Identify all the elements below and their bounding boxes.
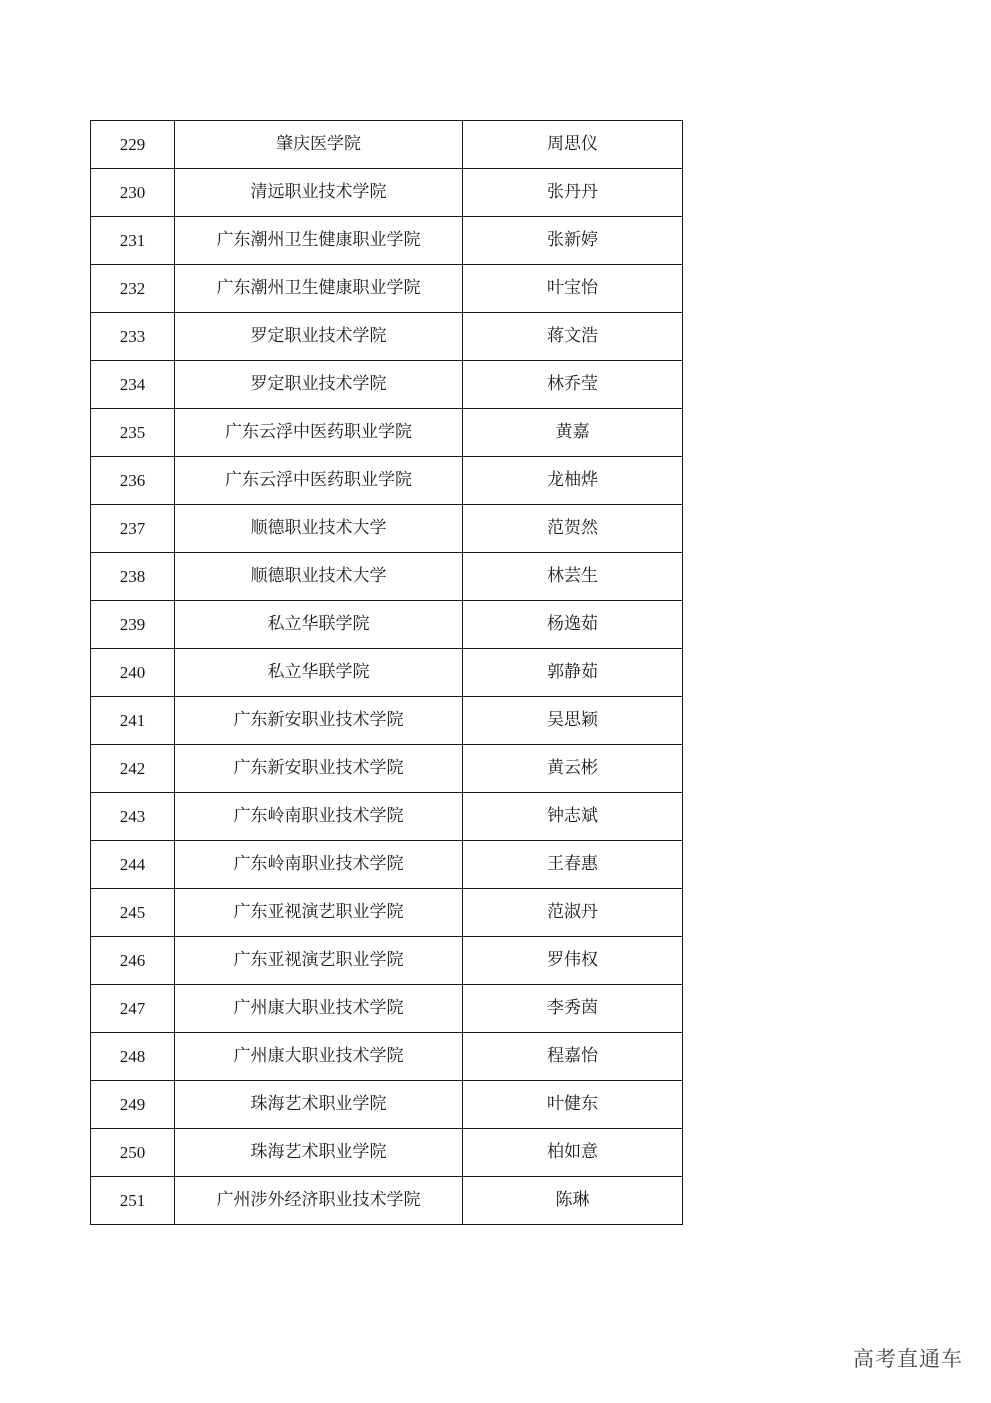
row-number-cell: 250 [91, 1129, 175, 1177]
school-cell: 广东新安职业技术学院 [175, 745, 463, 793]
table-row [91, 169, 683, 217]
school-cell: 罗定职业技术学院 [175, 361, 463, 409]
row-number-cell: 244 [91, 841, 175, 889]
table-row [91, 1177, 683, 1225]
row-number-cell: 247 [91, 985, 175, 1033]
person-name-cell: 叶宝怡 [463, 265, 683, 313]
row-number-cell: 248 [91, 1033, 175, 1081]
table-row [91, 649, 683, 697]
person-name-cell: 林乔莹 [463, 361, 683, 409]
table-row [91, 937, 683, 985]
person-name-cell: 周思仪 [463, 121, 683, 169]
person-name-cell: 罗伟权 [463, 937, 683, 985]
table-row [91, 793, 683, 841]
table-row [91, 601, 683, 649]
row-number-cell: 233 [91, 313, 175, 361]
school-cell: 广东云浮中医药职业学院 [175, 409, 463, 457]
table-row [91, 889, 683, 937]
school-cell: 珠海艺术职业学院 [175, 1129, 463, 1177]
person-name-cell: 程嘉怡 [463, 1033, 683, 1081]
person-name-cell: 吴思颖 [463, 697, 683, 745]
row-number-cell: 230 [91, 169, 175, 217]
table-row [91, 265, 683, 313]
row-number-cell: 243 [91, 793, 175, 841]
school-cell: 顺德职业技术大学 [175, 553, 463, 601]
person-name-cell: 范淑丹 [463, 889, 683, 937]
table-row [91, 409, 683, 457]
school-cell: 广州涉外经济职业技术学院 [175, 1177, 463, 1225]
school-cell: 广东潮州卫生健康职业学院 [175, 217, 463, 265]
row-number-cell: 235 [91, 409, 175, 457]
school-cell: 私立华联学院 [175, 649, 463, 697]
person-name-cell: 张新婷 [463, 217, 683, 265]
row-number-cell: 242 [91, 745, 175, 793]
person-name-cell: 范贺然 [463, 505, 683, 553]
row-number-cell: 238 [91, 553, 175, 601]
person-name-cell: 黄云彬 [463, 745, 683, 793]
roster-table [90, 120, 683, 1225]
table-row [91, 217, 683, 265]
person-name-cell: 陈琳 [463, 1177, 683, 1225]
row-number-cell: 231 [91, 217, 175, 265]
school-cell: 清远职业技术学院 [175, 169, 463, 217]
person-name-cell: 林芸生 [463, 553, 683, 601]
row-number-cell: 234 [91, 361, 175, 409]
table-row [91, 457, 683, 505]
row-number-cell: 251 [91, 1177, 175, 1225]
table-row [91, 1033, 683, 1081]
table-row [91, 841, 683, 889]
school-cell: 珠海艺术职业学院 [175, 1081, 463, 1129]
table-row [91, 553, 683, 601]
row-number-cell: 239 [91, 601, 175, 649]
table-row [91, 505, 683, 553]
person-name-cell: 张丹丹 [463, 169, 683, 217]
school-cell: 广东云浮中医药职业学院 [175, 457, 463, 505]
row-number-cell: 246 [91, 937, 175, 985]
table-row [91, 313, 683, 361]
row-number-cell: 245 [91, 889, 175, 937]
row-number-cell: 229 [91, 121, 175, 169]
row-number-cell: 237 [91, 505, 175, 553]
school-cell: 广东新安职业技术学院 [175, 697, 463, 745]
person-name-cell: 王春惠 [463, 841, 683, 889]
person-name-cell: 黄嘉 [463, 409, 683, 457]
watermark: 高考直通车 [853, 1347, 963, 1371]
person-name-cell: 柏如意 [463, 1129, 683, 1177]
person-name-cell: 杨逸茹 [463, 601, 683, 649]
person-name-cell: 钟志斌 [463, 793, 683, 841]
school-cell: 广东亚视演艺职业学院 [175, 889, 463, 937]
roster-body [91, 121, 683, 1225]
person-name-cell: 蒋文浩 [463, 313, 683, 361]
school-cell: 罗定职业技术学院 [175, 313, 463, 361]
table-row [91, 361, 683, 409]
school-cell: 广东潮州卫生健康职业学院 [175, 265, 463, 313]
row-number-cell: 232 [91, 265, 175, 313]
table-row [91, 121, 683, 169]
table-row [91, 745, 683, 793]
person-name-cell: 龙柚烨 [463, 457, 683, 505]
row-number-cell: 236 [91, 457, 175, 505]
person-name-cell: 李秀茵 [463, 985, 683, 1033]
table-row [91, 1081, 683, 1129]
school-cell: 顺德职业技术大学 [175, 505, 463, 553]
row-number-cell: 241 [91, 697, 175, 745]
school-cell: 广州康大职业技术学院 [175, 985, 463, 1033]
school-cell: 广东岭南职业技术学院 [175, 793, 463, 841]
person-name-cell: 叶健东 [463, 1081, 683, 1129]
school-cell: 广东亚视演艺职业学院 [175, 937, 463, 985]
person-name-cell: 郭静茹 [463, 649, 683, 697]
row-number-cell: 249 [91, 1081, 175, 1129]
table-row [91, 1129, 683, 1177]
table-row [91, 985, 683, 1033]
school-cell: 肇庆医学院 [175, 121, 463, 169]
row-number-cell: 240 [91, 649, 175, 697]
table-row [91, 697, 683, 745]
school-cell: 私立华联学院 [175, 601, 463, 649]
school-cell: 广州康大职业技术学院 [175, 1033, 463, 1081]
school-cell: 广东岭南职业技术学院 [175, 841, 463, 889]
